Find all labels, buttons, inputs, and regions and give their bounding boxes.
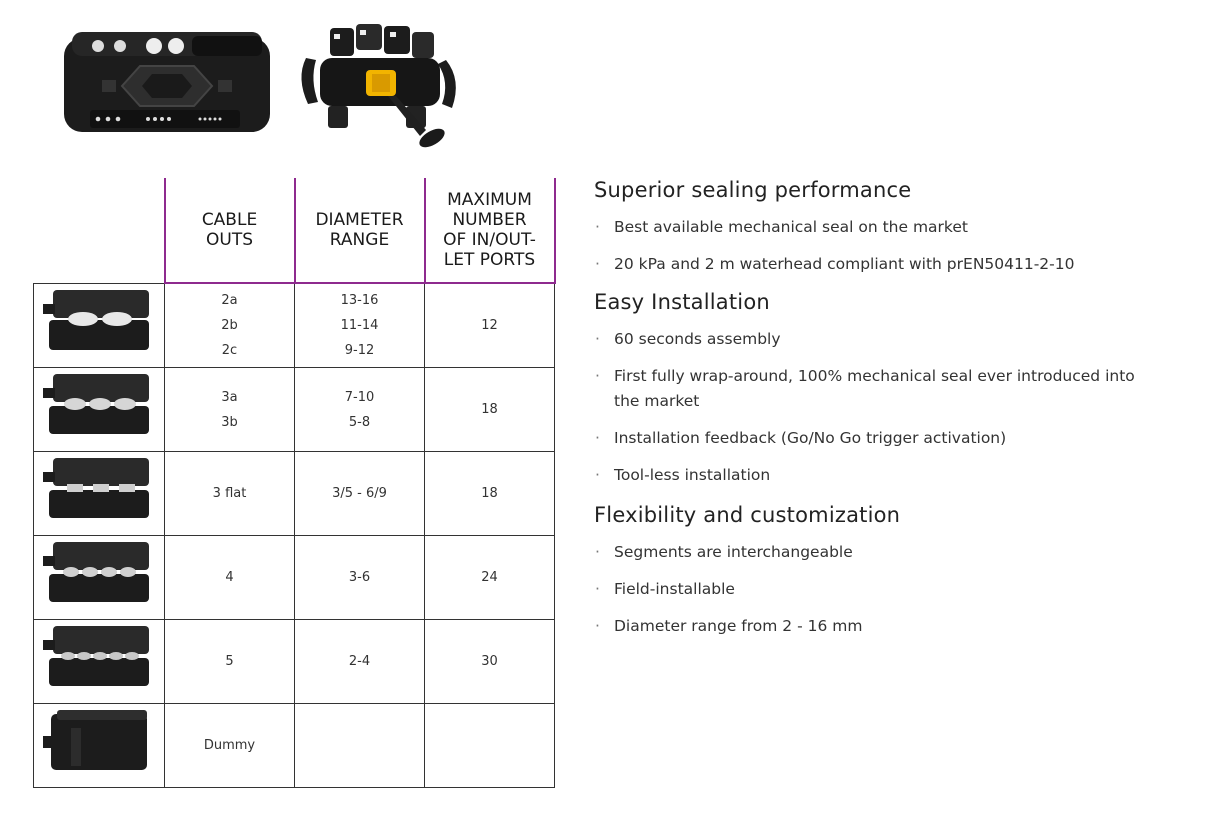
- ports-cell: 24: [425, 536, 555, 620]
- feature-section-flexibility: [594, 503, 1154, 639]
- diameter-cell: 3/5 - 6/9: [295, 452, 425, 536]
- table-row: [34, 704, 555, 788]
- ports-cell: 12: [425, 283, 555, 368]
- cable-outs-cell: 3a 3b: [165, 368, 295, 452]
- table-row: [34, 368, 555, 452]
- bullet-icon: ·: [595, 617, 600, 635]
- bullet-icon: ·: [595, 466, 600, 484]
- ports-cell: 30: [425, 620, 555, 704]
- list-item: · Diameter range from 2 - 16 mm: [594, 614, 1154, 639]
- row-image-cell: [34, 283, 165, 368]
- diameter-cell: 3-6: [295, 536, 425, 620]
- row-image-cell: [34, 452, 165, 536]
- list-item: · First fully wrap-around, 100% mechanical seal ever introduced into the market: [594, 364, 1154, 414]
- feature-section-installation: [594, 290, 1154, 488]
- table-row: [34, 536, 555, 620]
- section-title: Superior sealing performance: [594, 178, 912, 202]
- seal-segment-4-outs-icon: [43, 538, 155, 608]
- seal-segment-3-flat-icon: [43, 454, 155, 524]
- section-title: Flexibility and customization: [594, 503, 901, 527]
- bullet-icon: ·: [595, 543, 600, 561]
- cable-outs-cell: Dummy: [165, 704, 295, 788]
- seal-segment-2-outs-icon: [43, 286, 155, 356]
- cable-outs-cell: 5: [165, 620, 295, 704]
- bullet-icon: ·: [595, 255, 600, 273]
- closure-assembled-icon: [62, 30, 272, 136]
- cable-outs-cell: 4: [165, 536, 295, 620]
- diameter-cell: 2-4: [295, 620, 425, 704]
- section-title: Easy Installation: [594, 290, 770, 314]
- bullet-icon: ·: [595, 367, 600, 385]
- list-item: · Field-installable: [594, 577, 1154, 602]
- table-row: [34, 452, 555, 536]
- ports-cell: 18: [425, 368, 555, 452]
- seal-segment-3-outs-icon: [43, 370, 155, 440]
- table-row: [34, 620, 555, 704]
- bullet-icon: ·: [595, 580, 600, 598]
- list-item: · Tool-less installation: [594, 463, 1154, 488]
- feature-section-sealing: [594, 178, 1154, 277]
- diameter-cell: 7-10 5-8: [295, 368, 425, 452]
- header-diameter-range: DIAMETER RANGE: [295, 178, 425, 283]
- seal-segment-dummy-icon: [43, 706, 155, 776]
- seal-segment-5-outs-icon: [43, 622, 155, 692]
- list-item: · Segments are interchangeable: [594, 540, 1154, 565]
- row-image-cell: [34, 368, 165, 452]
- table-row: [34, 283, 555, 368]
- diameter-cell: [295, 704, 425, 788]
- features-panel: [594, 176, 1154, 651]
- header-cable-outs: CABLE OUTS: [165, 178, 295, 283]
- list-item: · 60 seconds assembly: [594, 327, 1154, 352]
- list-item: · Best available mechanical seal on the market: [594, 215, 1154, 240]
- row-image-cell: [34, 536, 165, 620]
- diameter-cell: 13-16 11-14 9-12: [295, 283, 425, 368]
- bullet-icon: ·: [595, 330, 600, 348]
- list-item: · 20 kPa and 2 m waterhead compliant with prEN50411-2-10: [594, 252, 1154, 277]
- header-max-ports: MAXIMUM NUMBER OF IN/OUT- LET PORTS: [425, 178, 555, 283]
- row-image-cell: [34, 704, 165, 788]
- header-blank-cell: [34, 178, 165, 283]
- feature-list: [594, 215, 1154, 277]
- feature-list: [594, 327, 1154, 488]
- cable-outs-spec-table: [33, 178, 556, 788]
- closure-exploded-icon: [296, 18, 466, 150]
- list-item: · Installation feedback (Go/No Go trigger activation): [594, 426, 1154, 451]
- cable-outs-cell: 2a 2b 2c: [165, 283, 295, 368]
- bullet-icon: ·: [595, 429, 600, 447]
- ports-cell: 18: [425, 452, 555, 536]
- cable-outs-cell: 3 flat: [165, 452, 295, 536]
- ports-cell: [425, 704, 555, 788]
- feature-list: [594, 540, 1154, 639]
- row-image-cell: [34, 620, 165, 704]
- bullet-icon: ·: [595, 218, 600, 236]
